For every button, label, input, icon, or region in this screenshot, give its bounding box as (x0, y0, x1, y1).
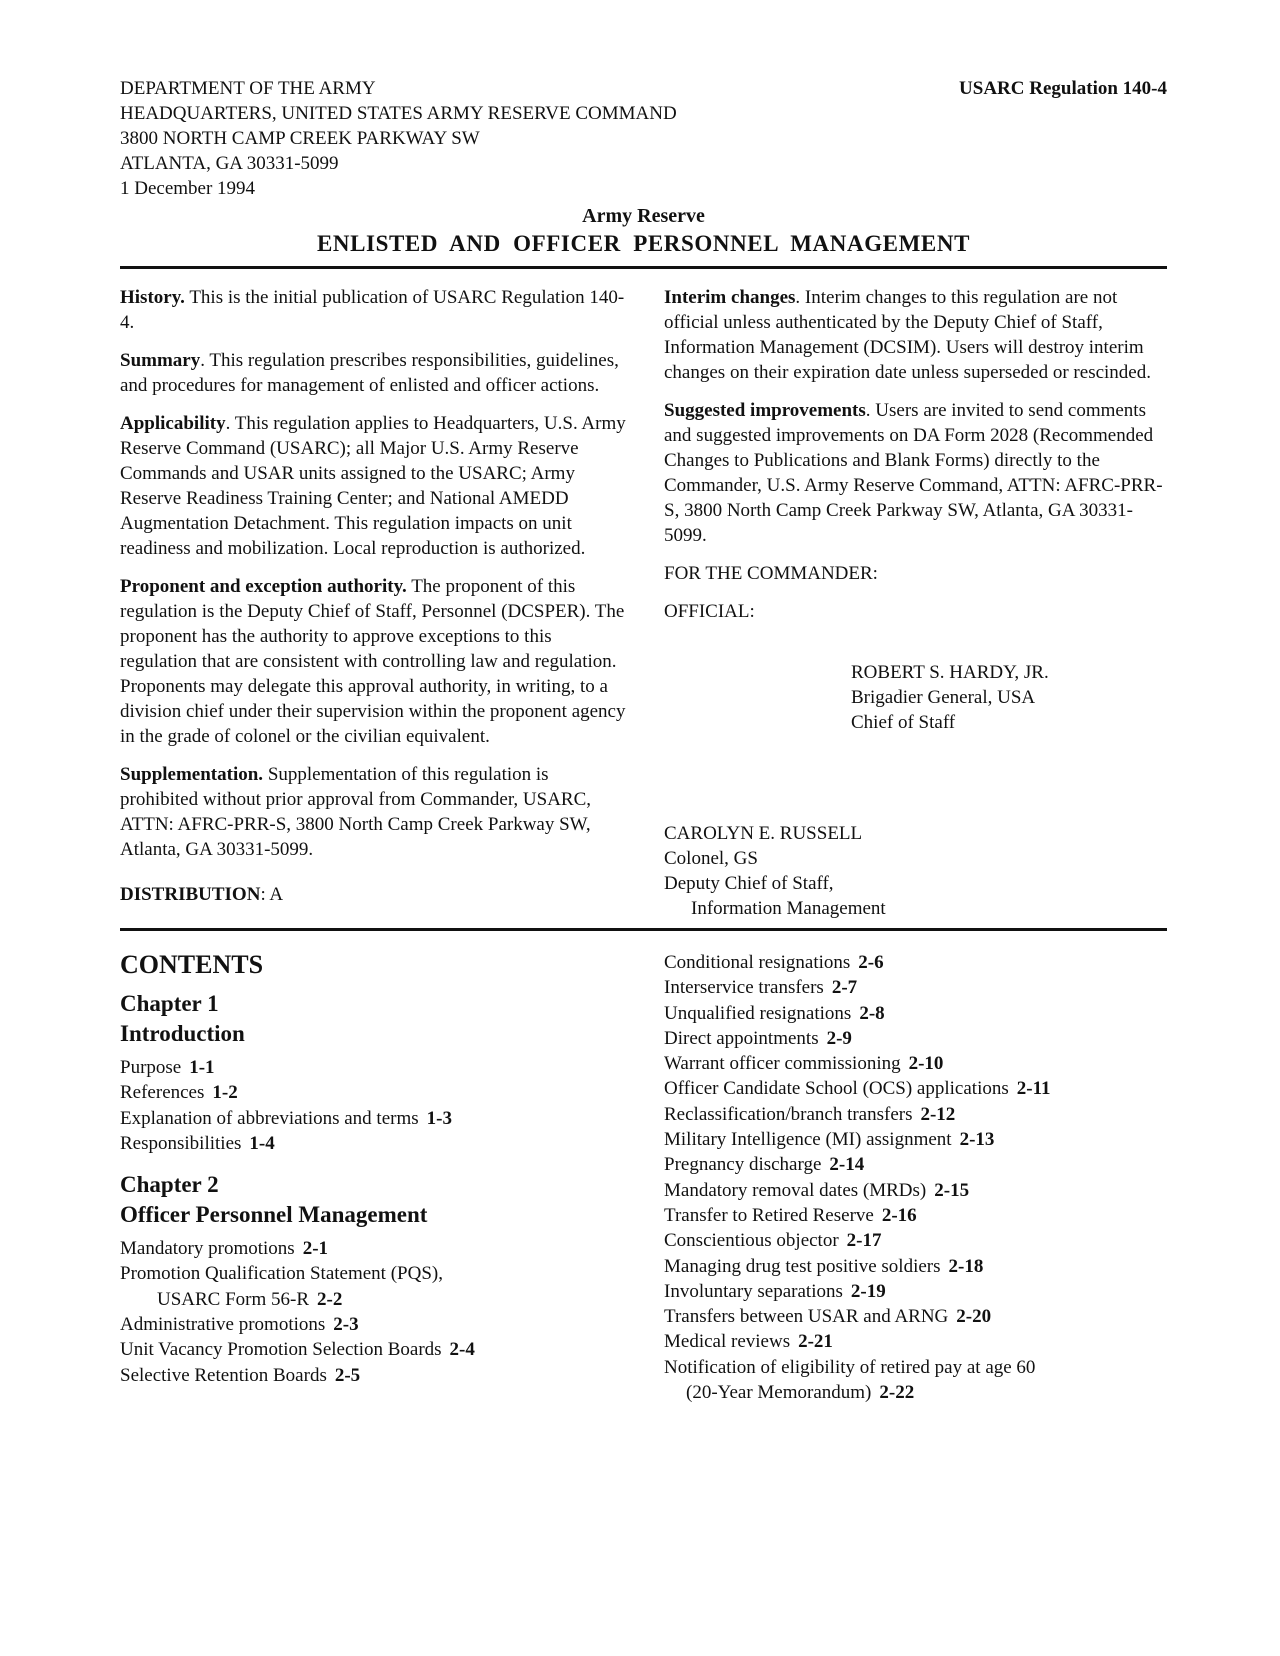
proponent-paragraph (120, 574, 630, 749)
toc-entry[interactable]: Transfer to Retired Reserve 2-16 (664, 1204, 917, 1226)
history-paragraph (120, 285, 630, 335)
toc-entry[interactable]: Reclassification/branch transfers 2-12 (664, 1103, 956, 1125)
toc-entry[interactable]: Administrative promotions 2-3 (120, 1314, 359, 1336)
authenticator-title: Deputy Chief of Staff, (664, 873, 834, 894)
supplementation-text: Supplementation of this regulation is prohibited without prior approval from Commander, USARC, ATTN: AFRC-PRR-S, 3800 North Camp Creek Parkway SW, Atlanta, GA 30331-5099. (120, 764, 592, 860)
toc-entry[interactable]: Notification of eligibility of retired pay at age 60 (664, 1356, 1036, 1378)
document-title: ENLISTED AND OFFICER PERSONNEL MANAGEMENT (316, 231, 971, 256)
publication-date: 1 December 1994 (120, 178, 256, 199)
suggested-improvements-label: Suggested improvements (664, 400, 866, 421)
for-the-commander: FOR THE COMMANDER: (664, 563, 878, 584)
contents-heading: CONTENTS (120, 950, 264, 979)
applicability-text: . This regulation applies to Headquarters, U.S. Army Reserve Command (USARC); all Major U.S. Army Reserve Commands and USAR units assigned to the USARC; Army Reserve Readiness Training Center; and National AMEDD Augmentation Detachment. This regulation impacts on unit readiness and mobilization. Local reproduction is authorized. (120, 413, 626, 559)
chapter-label: Chapter 2 (120, 1172, 219, 1198)
summary-text: . This regulation prescribes responsibilities, guidelines, and procedures for management of enlisted and officer actions. (120, 350, 619, 396)
toc-entry-continuation[interactable]: USARC Form 56-R 2-2 (157, 1288, 343, 1310)
table-of-contents (120, 949, 1167, 1405)
divider (120, 266, 1167, 269)
distribution-text: : A (260, 884, 284, 905)
official-label: OFFICIAL: (664, 601, 755, 622)
summary-label: Summary (120, 350, 201, 371)
signer-rank: Brigadier General, USA (851, 687, 1036, 708)
chapter-title: Officer Personnel Management (120, 1202, 428, 1228)
toc-entry[interactable]: Military Intelligence (MI) assignment 2-13 (664, 1129, 995, 1151)
interim-changes-text: . Interim changes to this regulation are not official unless authenticated by the Deputy Chief of Staff, Information Management (DCSIM). Users will destroy interim changes on their expiration date unless superseded or rescinded. (664, 287, 1151, 383)
org-line: HEADQUARTERS, UNITED STATES ARMY RESERVE COMMAND (120, 103, 677, 124)
toc-entry[interactable]: Promotion Qualification Statement (PQS), (120, 1263, 443, 1285)
front-matter-left (120, 285, 630, 921)
applicability-label: Applicability (120, 413, 226, 434)
toc-entry[interactable]: References 1-2 (120, 1082, 238, 1104)
toc-entry[interactable]: Mandatory removal dates (MRDs) 2-15 (664, 1179, 970, 1201)
applicability-paragraph (120, 411, 630, 561)
regulation-id: USARC Regulation 140-4 (959, 78, 1167, 99)
contents-left (120, 949, 630, 1405)
proponent-text: The proponent of this regulation is the Deputy Chief of Staff, Personnel (DCSPER). The proponent has the authority to approve exceptions to this regulation that are consistent with controlling law and regulation. Proponents may delegate this approval authority, in writing, to a division chief under their supervision within the proponent agency in the grade of colonel or the civilian equivalent. (120, 576, 626, 747)
proponent-label: Proponent and exception authority. (120, 576, 407, 597)
toc-entry[interactable]: Managing drug test positive soldiers 2-18 (664, 1255, 984, 1277)
toc-entry[interactable]: Mandatory promotions 2-1 (120, 1238, 329, 1260)
divider (120, 928, 1167, 931)
signer-name: ROBERT S. HARDY, JR. (851, 662, 1049, 683)
toc-entry[interactable]: Explanation of abbreviations and terms 1-3 (120, 1107, 452, 1129)
signer-title: Chief of Staff (851, 712, 956, 733)
toc-entry[interactable]: Involuntary separations 2-19 (664, 1280, 886, 1302)
summary-paragraph (120, 348, 630, 398)
toc-entry-continuation[interactable]: (20-Year Memorandum) 2-22 (686, 1382, 915, 1404)
signature-block (851, 660, 1167, 735)
toc-entry[interactable]: Interservice transfers 2-7 (664, 977, 858, 999)
toc-entry[interactable]: Officer Candidate School (OCS) applications 2-11 (664, 1078, 1051, 1100)
distribution-label: DISTRIBUTION (120, 884, 261, 905)
document-page (120, 76, 1167, 1405)
chapter-title: Introduction (120, 1021, 245, 1046)
toc-entry[interactable]: Responsibilities 1-4 (120, 1132, 275, 1154)
history-text: This is the initial publication of USARC Regulation 140-4. (120, 287, 625, 333)
chapter-label: Chapter 1 (120, 991, 219, 1016)
toc-entry[interactable]: Conscientious objector 2-17 (664, 1230, 882, 1252)
authenticator-rank: Colonel, GS (664, 848, 758, 869)
toc-entry[interactable]: Direct appointments 2-9 (664, 1027, 852, 1049)
toc-entry[interactable]: Pregnancy discharge 2-14 (664, 1154, 865, 1176)
authenticator-name: CAROLYN E. RUSSELL (664, 823, 863, 844)
front-matter (120, 285, 1167, 921)
toc-entry[interactable]: Warrant officer commissioning 2-10 (664, 1053, 944, 1075)
history-label: History. (120, 287, 185, 308)
toc-entry[interactable]: Selective Retention Boards 2-5 (120, 1364, 361, 1386)
org-line: DEPARTMENT OF THE ARMY (120, 78, 376, 99)
toc-entry[interactable]: Medical reviews 2-21 (664, 1331, 833, 1353)
header (120, 76, 1167, 259)
toc-entry[interactable]: Unqualified resignations 2-8 (664, 1002, 885, 1024)
interim-changes-paragraph (664, 285, 1167, 385)
supplementation-label: Supplementation. (120, 764, 264, 785)
suggested-improvements-text: . Users are invited to send comments and suggested improvements on DA Form 2028 (Recommended Changes to Publications and Blank Forms) directly to the Commander, U.S. Army Reserve Command, ATTN: AFRC-PRR-S, 3800 North Camp Creek Parkway SW, Atlanta, GA 30331-5099. (664, 400, 1163, 546)
org-line: 3800 NORTH CAMP CREEK PARKWAY SW (120, 128, 480, 149)
interim-changes-label: Interim changes (664, 287, 796, 308)
authenticator-title-cont: Information Management (691, 898, 886, 919)
supplementation-paragraph (120, 762, 630, 862)
document-subtitle: Army Reserve (582, 205, 705, 227)
toc-entry[interactable]: Purpose 1-1 (120, 1057, 215, 1078)
toc-entry[interactable]: Transfers between USAR and ARNG 2-20 (664, 1306, 992, 1328)
distribution-paragraph (120, 882, 630, 907)
toc-entry[interactable]: Conditional resignations 2-6 (664, 952, 884, 973)
authentication-block (664, 821, 1167, 921)
org-line: ATLANTA, GA 30331-5099 (120, 153, 339, 174)
suggested-improvements-paragraph (664, 398, 1167, 548)
toc-entry[interactable]: Unit Vacancy Promotion Selection Boards 2-4 (120, 1339, 475, 1361)
front-matter-right (664, 285, 1167, 921)
contents-right (664, 949, 1167, 1405)
